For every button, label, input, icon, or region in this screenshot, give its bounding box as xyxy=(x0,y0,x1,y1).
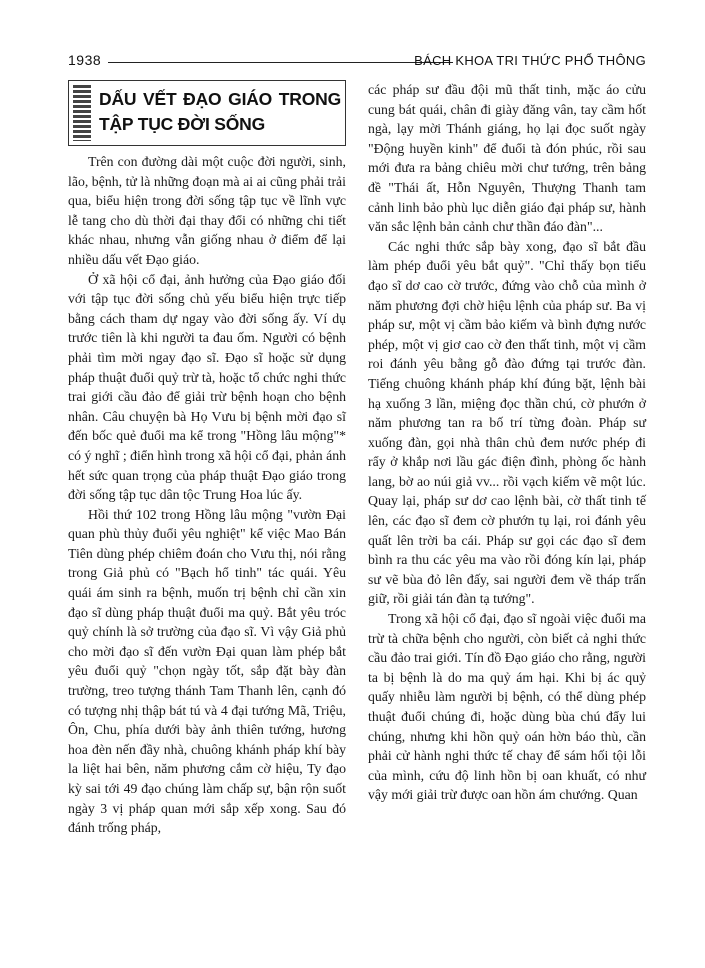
right-column xyxy=(368,80,646,805)
paragraph: Ở xã hội cổ đại, ảnh hưởng của Đạo giáo đối với tập tục đời sống chủ yếu biểu hiện trực tiếp bằng cách tham dự ngay vào đời sống ấy. Ví dụ trước tiên là khi người ta đau ốm. Người có bệnh phải tìm mời ngay đạo sĩ. Đạo sĩ hoặc sử dụng pháp thuật đuổi quỷ trừ tà, hoặc tổ chức nghi thức trai giới cầu đảo để giải trừ bệnh hoạn cho bệnh nhân. Câu chuyện bà Họ Vưu bị bệnh mời đạo sĩ đến bốc quẻ đuổi ma kể trong "Hồng lâu mộng"* có ý nghĩ ; điển hình trong xã hội cổ đại, phản ánh hết sức quan trọng của pháp thuật Đạo giáo trong đời sống tập tục dân tộc Trung Hoa lúc ấy. xyxy=(68,271,346,503)
header-rule xyxy=(108,62,453,63)
paragraph: Trong xã hội cổ đại, đạo sĩ ngoài việc đuổi ma trừ tà chữa bệnh cho người, còn biết cả nghi thức cầu đảo trai giới. Tín đồ Đạo giáo cho rằng, người ta bị bệnh là do ma quỷ ám hại. Khi bị ác quỷ quấy nhiễu làm người bị bệnh, có thể dùng phép thuật đuổi chúng đi, hoặc dùng bùa chú đẩy lui chúng, nhưng khi hồn quỷ oán hờn báo thù, cần phải cử hành nghi thức tế chay để sám hối tội lỗi của mình, cứu độ linh hồn bị oan khuất, có như vậy mới giải trừ được oan hồn ám chướng. Quan xyxy=(368,611,646,803)
page-number: 1938 xyxy=(68,52,102,68)
running-head: BÁCH KHOA TRI THỨC PHỔ THÔNG xyxy=(414,53,646,68)
left-column xyxy=(68,80,346,838)
article-title: DẤU VẾT ĐẠO GIÁO TRONG TẬP TỤC ĐỜI SỐNG xyxy=(99,89,341,134)
article-title-box xyxy=(68,80,346,146)
paragraph: các pháp sư đầu đội mũ thất tinh, mặc áo cửu cung bát quái, chân đi giày đăng vân, tay cầm hốt ngà, lạy mời Thánh giáng, họ lại đọc suốt ngày "Động huyền kinh" để đuổi tà đón phúc, rồi sau mới đưa ra bảng chiêu mời chư tướng, trên bảng đề "Thái ất, Hỗn Nguyên, Thượng Thanh tam cảnh linh bảo phù lục diễn giáo đại pháp sư, hành văn sắc lệnh bản cảnh chư thần đáo đàn"... xyxy=(368,82,646,235)
paragraph: Hồi thứ 102 trong Hồng lâu mộng "vườn Đại quan phù thủy đuổi yêu nghiệt" kể việc Mao Bán Tiên dùng phép chiêm đoán cho Vưu thị, nói rằng trong Giả phủ có "Bạch hổ tinh" tác quái. Yêu quái ám sinh ra bệnh, muốn trị bệnh chỉ cần xin đạo sĩ dùng pháp thuật đuổi ma quỷ. Bắt yêu tróc quỷ chính là sở trường của đạo sĩ. Vì vậy Giả phủ cho mời đạo sĩ đến vườn Đại quan làm phép bắt yêu đuổi quỷ "chọn ngày tốt, sắp đặt bày đàn trường, treo tượng thánh Tam Thanh lên, cạnh đó có tượng nhị thập bát tú và 4 đại tướng Mã, Triệu, Ôn, Chu, phía dưới bày ảnh thiên tướng, hương hoa đèn nến đầy nhà, chuông khánh pháp khí bày la liệt hai bên, năm phương cắm cờ hiệu, Ty đạo kỳ sai tới 49 đạo chúng làm chấp sự, bận rộn suốt ngày 3 vị pháp quan mới sắp xếp xong. Sau đó đánh trống pháp, xyxy=(68,506,346,836)
paragraph: Trên con đường dài một cuộc đời người, sinh, lão, bệnh, tử là những đoạn mà ai ai cũng phải trải qua, biểu hiện trong đời sống tập tục về lĩnh vực lễ tang cho dù thời đại thay đổi có những chi tiết khác nhau, nhưng vẫn giống nhau ở điểm để lại nhiều dấu vết Đạo giáo. xyxy=(68,154,346,267)
title-ornament-icon xyxy=(73,85,91,141)
page-header xyxy=(68,52,646,70)
paragraph: Các nghi thức sắp bày xong, đạo sĩ bắt đầu làm phép đuổi yêu bắt quỷ". "Chỉ thấy bọn tiểu đạo sĩ dơ cao cờ trước, đứng vào chỗ của mình ở năm phương đợi chờ hiệu lệnh của pháp sư. Ba vị pháp sư, một vị cầm bảo kiếm và bình đựng nước phép, một vị giơ cao cờ đen thất tinh, một vị cầm roi đánh yêu bằng gỗ đào đứng tại trước đàn. Tiếng chuông khánh pháp khí đúng bặt, lệnh bài hạ xuống 3 lần, miệng đọc thần chú, cờ phướn ở năm phương tan ra bố trí từng đoàn. Pháp sư xuống đàn, gọi nhà thân chủ đem nước phép đi rẩy ở khắp nơi lầu gác điện đình, phòng ốc hành lang, bờ ao núi giả vv... rồi vạch kiếm vẽ một lúc. Quay lại, pháp sư dơ cao lệnh bài, cờ thất tinh tế lên, các đạo sĩ đem cờ phướn tụ lại, roi đánh yêu quất lên trời ba cái. Pháp sư gọi các đạo sĩ đem bình ra thu các yêu ma vào rồi đóng kín lại, pháp sư vẽ bùa đỏ lên đấy, sai người đem về tháp trấn giữ, rồi giải tán đàn tạ tướng". xyxy=(368,238,646,607)
